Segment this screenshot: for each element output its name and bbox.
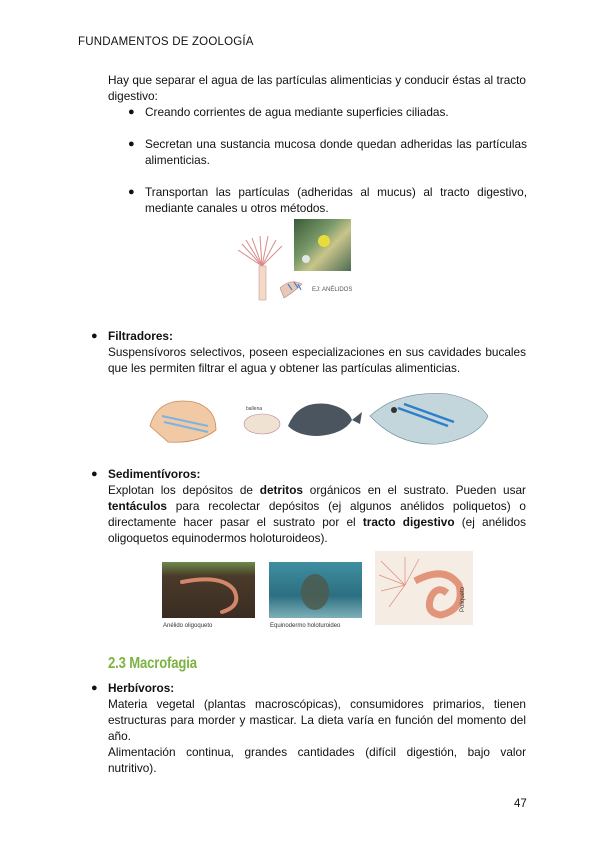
figure-caption: Poliqueto xyxy=(460,586,466,612)
bullet-icon: ● xyxy=(91,330,98,342)
bullet-text: Transportan las partículas (adheridas al mucus) al tracto digestivo, mediante canales u otros métodos. xyxy=(145,185,527,215)
list-item xyxy=(91,328,526,344)
section-heading: Herbívoros: xyxy=(108,681,175,695)
figure-label: ballena xyxy=(246,406,263,412)
figure-caption: Equinodermo holoturoideo xyxy=(270,623,341,629)
list-item xyxy=(128,184,527,216)
polychaete-figure xyxy=(375,551,473,625)
text-run: orgánicos en el sustrato. Pueden usar xyxy=(303,483,526,497)
herbivoros-paragraph-2: Alimentación continua, grandes cantidades (difícil digestión, bajo valor nutritivo). xyxy=(108,745,526,775)
intro-paragraph: Hay que separar el agua de las partículas alimenticias y conducir éstas al tracto digestivo: xyxy=(108,73,526,103)
bullet-icon: ● xyxy=(128,186,135,198)
bullet-icon: ● xyxy=(91,468,98,480)
figure-caption: EJ: ANÉLIDOS xyxy=(312,287,353,293)
section-heading: Filtradores: xyxy=(108,329,173,343)
text-run: Explotan los depósitos de xyxy=(108,483,260,497)
bullet-text: Creando corrientes de agua mediante superficies ciliadas. xyxy=(145,105,449,119)
bullet-text: Secretan una sustancia mucosa donde quedan adheridas las partículas alimenticias. xyxy=(145,137,527,167)
list-item xyxy=(91,466,526,482)
bold-term: tracto digestivo xyxy=(362,515,455,529)
bullet-icon: ● xyxy=(128,138,135,150)
bullet-icon: ● xyxy=(91,682,98,694)
bold-term: tentáculos xyxy=(108,499,167,513)
text-run: (ej anélidos oligoquetos equinodermos holoturoideos). xyxy=(108,515,526,545)
filter-feeder-figure xyxy=(148,386,492,448)
figure-caption: Anélido oligoqueto xyxy=(163,623,213,629)
filtradores-paragraph: Suspensívoros selectivos, poseen especializaciones en sus cavidades bucales que les permiten filtrar el agua y obtener las partículas alimenticias. xyxy=(108,345,526,375)
bold-term: detritos xyxy=(259,483,303,497)
section-heading: Sedimentívoros: xyxy=(108,467,201,481)
section-title: 2.3 Macrofagia xyxy=(108,655,197,672)
list-item xyxy=(128,104,527,120)
list-item xyxy=(91,680,526,696)
bullet-icon: ● xyxy=(128,106,135,118)
photo-placeholder xyxy=(294,219,351,271)
herbivoros-paragraph: Materia vegetal (plantas macroscópicas), consumidores primarios, tienen estructuras para morder y masticar. La dieta varía en función del momento del año. xyxy=(108,697,526,743)
sea-cucumber-photo xyxy=(269,562,362,618)
running-header: FUNDAMENTOS DE ZOOLOGÍA xyxy=(78,36,254,48)
sedimentivoros-paragraph xyxy=(108,482,526,546)
page-number: 47 xyxy=(514,798,527,810)
earthworm-photo xyxy=(162,562,255,618)
text-run: para recolectar depósitos (ej algunos anélidos poliquetos) o directamente hacer pasar el sustrato por el xyxy=(108,499,526,529)
list-item xyxy=(128,136,527,168)
